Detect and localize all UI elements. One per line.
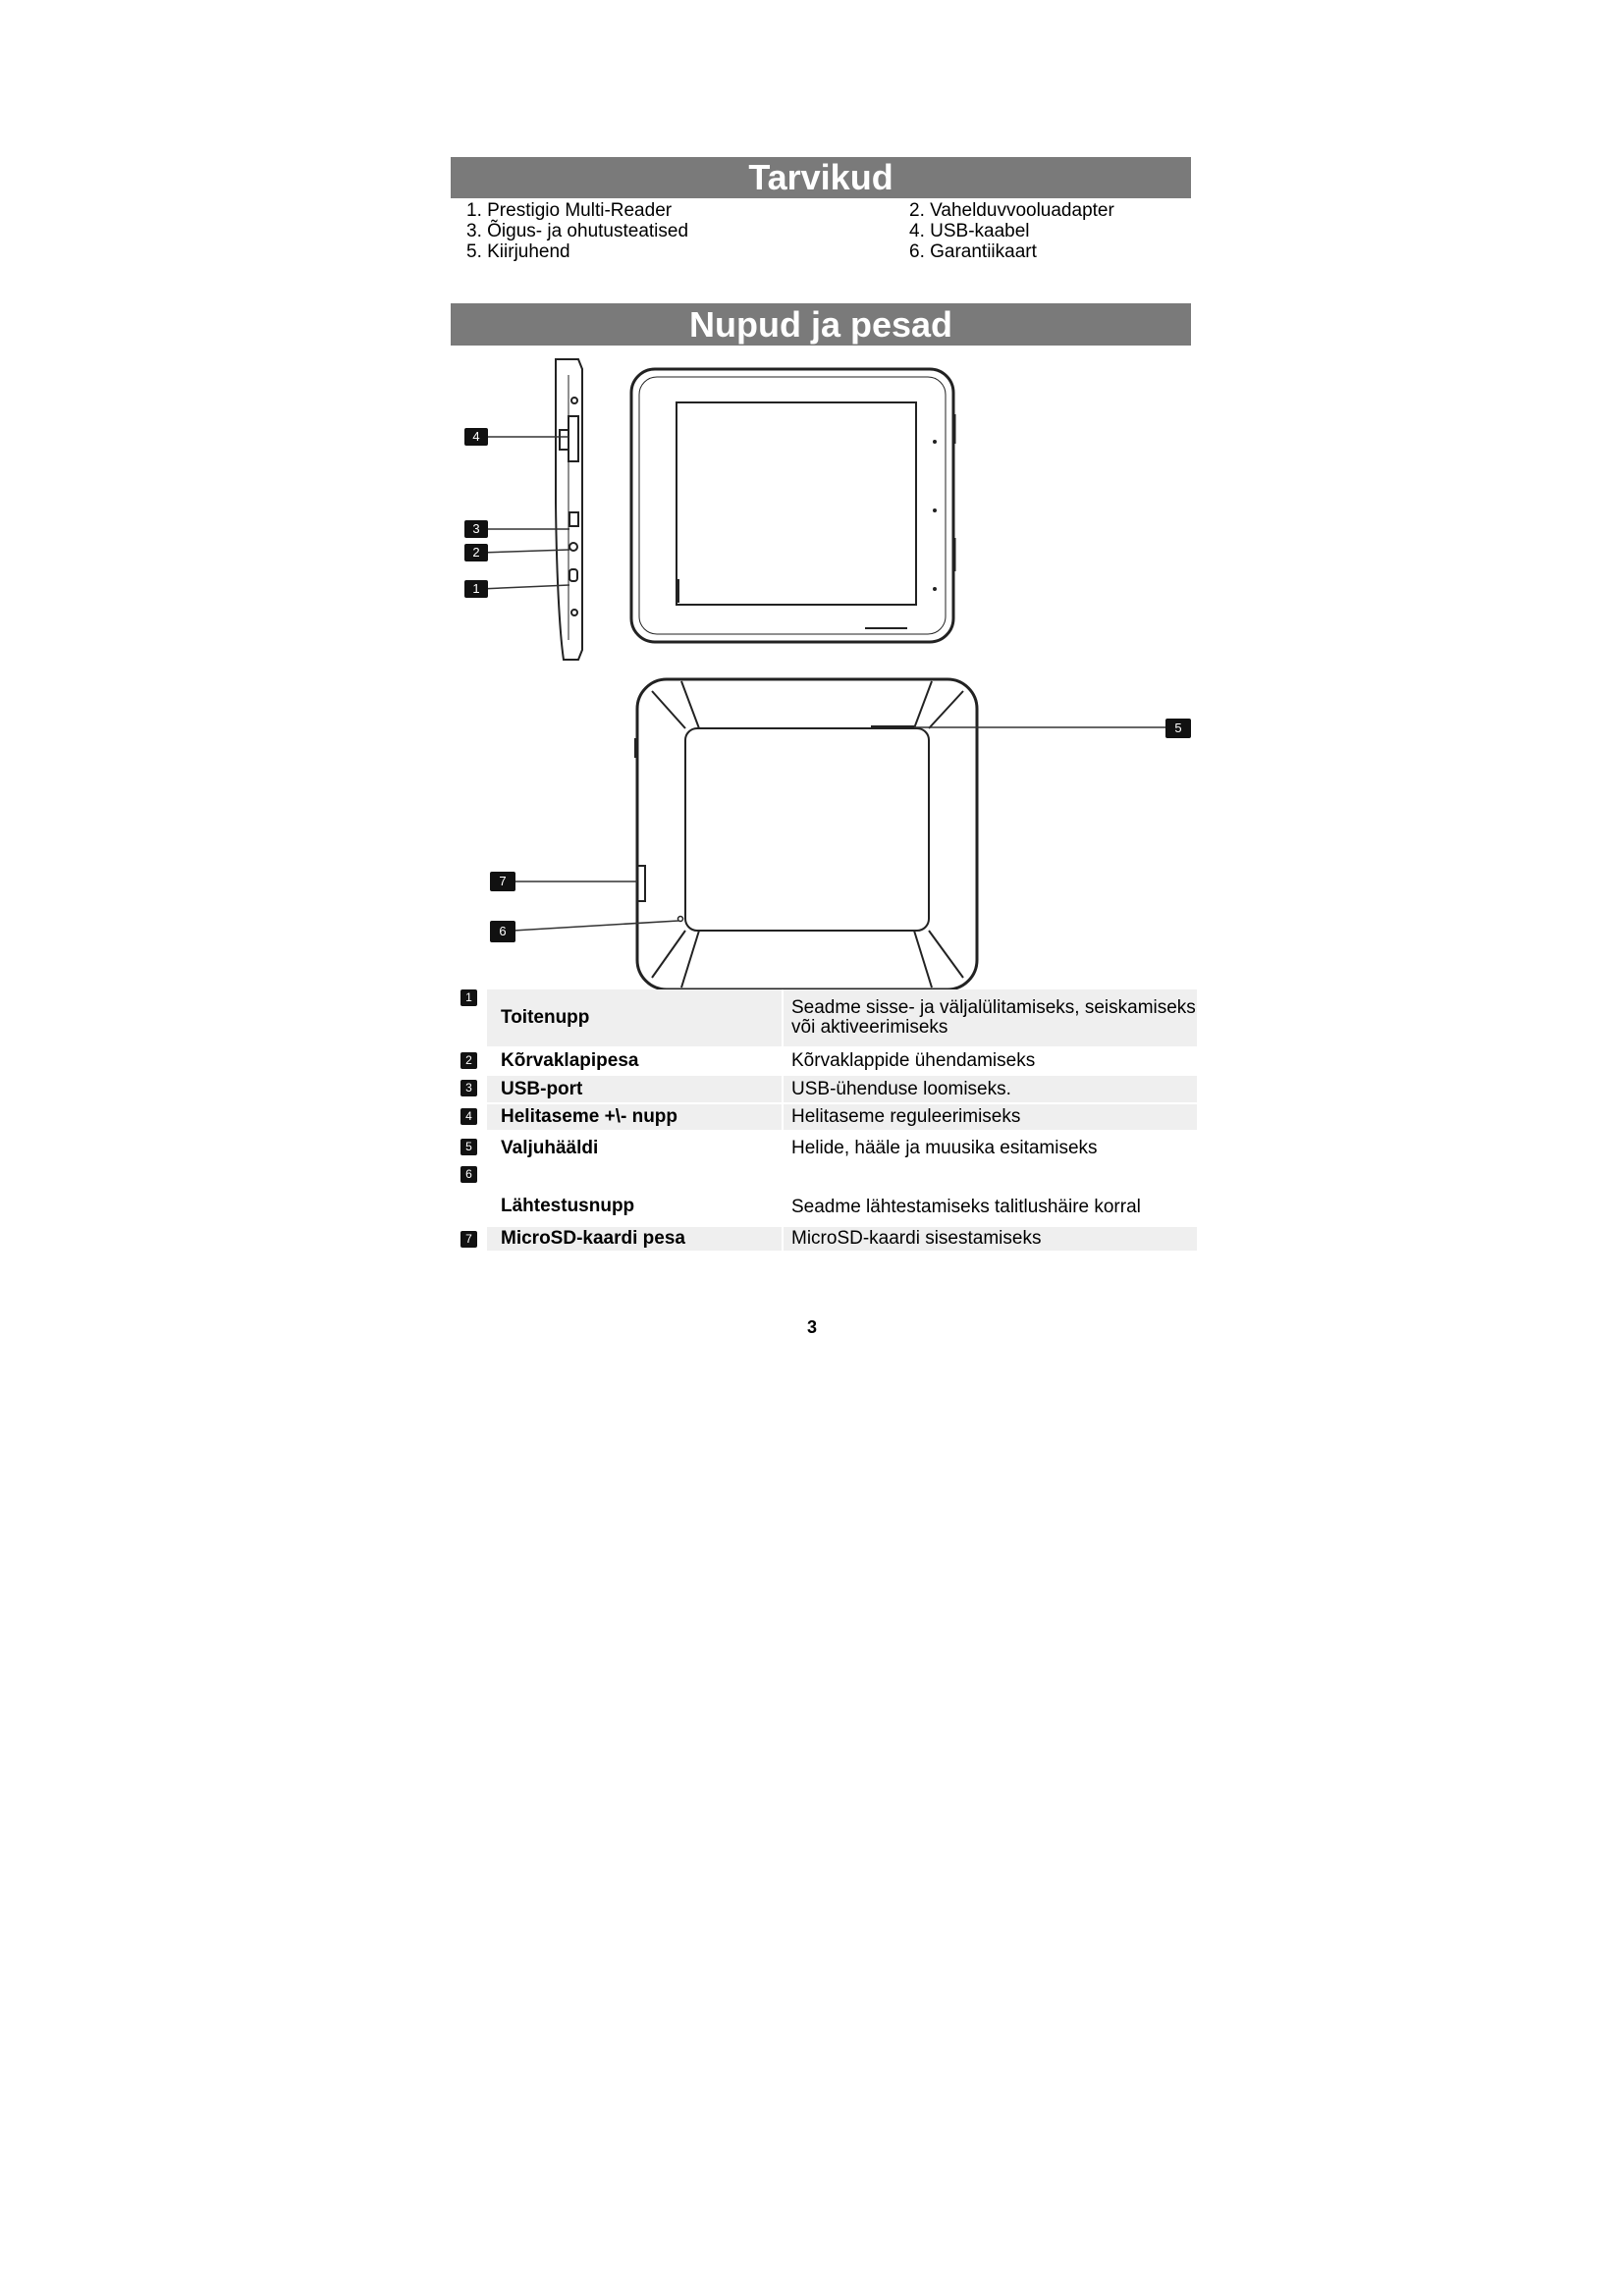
table-row <box>451 1166 1197 1225</box>
button-description: Seadme sisse- ja väljalülitamiseks, seiskamiseks või aktiveerimiseks <box>784 989 1197 1046</box>
callout-badge <box>464 580 488 598</box>
row-number-badge: 2 <box>460 1052 477 1069</box>
button-name: Helitaseme +\- nupp <box>487 1104 782 1130</box>
accessory-item: 6. Garantiikaart <box>909 241 1037 262</box>
back-view-illustration <box>635 679 977 989</box>
table-row <box>451 1076 1197 1102</box>
button-name: Kõrvaklapipesa <box>501 1050 639 1071</box>
callout-badge <box>490 921 515 942</box>
button-name: MicroSD-kaardi pesa <box>487 1227 782 1251</box>
svg-text:3: 3 <box>472 521 480 536</box>
button-description: Helitaseme reguleerimiseks <box>784 1104 1197 1130</box>
button-description: MicroSD-kaardi sisestamiseks <box>784 1227 1197 1251</box>
accessory-item: 4. USB-kaabel <box>909 221 1030 241</box>
side-view-illustration <box>556 359 582 660</box>
callout-badge <box>1165 719 1191 738</box>
button-description: Helide, hääle ja muusika esitamiseks <box>791 1138 1098 1158</box>
button-name: Lähtestusnupp <box>501 1196 635 1216</box>
accessories-list <box>451 200 1191 263</box>
page-number: 3 <box>806 1317 817 1337</box>
row-number-badge: 1 <box>460 989 477 1006</box>
accessory-item: 1. Prestigio Multi-Reader <box>466 200 673 221</box>
callout-badge <box>490 872 515 891</box>
table-row <box>451 1048 1197 1074</box>
button-name: USB-port <box>487 1076 782 1102</box>
accessory-item: 5. Kiirjuhend <box>466 241 570 262</box>
button-description: Kõrvaklappide ühendamiseks <box>791 1050 1036 1071</box>
button-description: USB-ühenduse loomiseks. <box>784 1076 1197 1102</box>
callout-badge <box>464 428 488 446</box>
svg-text:2: 2 <box>472 545 480 560</box>
buttons-heading: Nupud ja pesad <box>451 303 1191 346</box>
svg-text:5: 5 <box>1174 721 1182 735</box>
callout-badge <box>464 544 488 561</box>
row-number-badge: 5 <box>460 1139 477 1155</box>
row-number-badge: 6 <box>460 1166 477 1183</box>
svg-text:4: 4 <box>472 429 480 444</box>
row-number-badge: 3 <box>460 1080 477 1096</box>
accessory-item: 2. Vahelduvvooluadapter <box>909 200 1114 221</box>
row-number-badge: 4 <box>460 1108 477 1125</box>
button-name: Valjuhääldi <box>501 1138 599 1158</box>
svg-text:7: 7 <box>499 874 507 888</box>
device-diagram <box>451 346 1207 989</box>
table-row <box>451 1104 1197 1130</box>
svg-text:6: 6 <box>499 924 507 938</box>
row-number-badge: 7 <box>460 1231 477 1248</box>
accessory-item: 3. Õigus- ja ohutusteatised <box>466 221 689 241</box>
svg-text:1: 1 <box>472 581 480 596</box>
front-view-illustration <box>631 369 954 642</box>
table-row <box>451 1227 1197 1251</box>
table-row <box>451 989 1197 1046</box>
accessories-heading: Tarvikud <box>451 157 1191 198</box>
button-name: Toitenupp <box>487 989 782 1046</box>
table-row <box>451 1133 1197 1164</box>
button-description: Seadme lähtestamiseks talitlushäire korral <box>791 1197 1141 1217</box>
callout-badge <box>464 520 488 538</box>
